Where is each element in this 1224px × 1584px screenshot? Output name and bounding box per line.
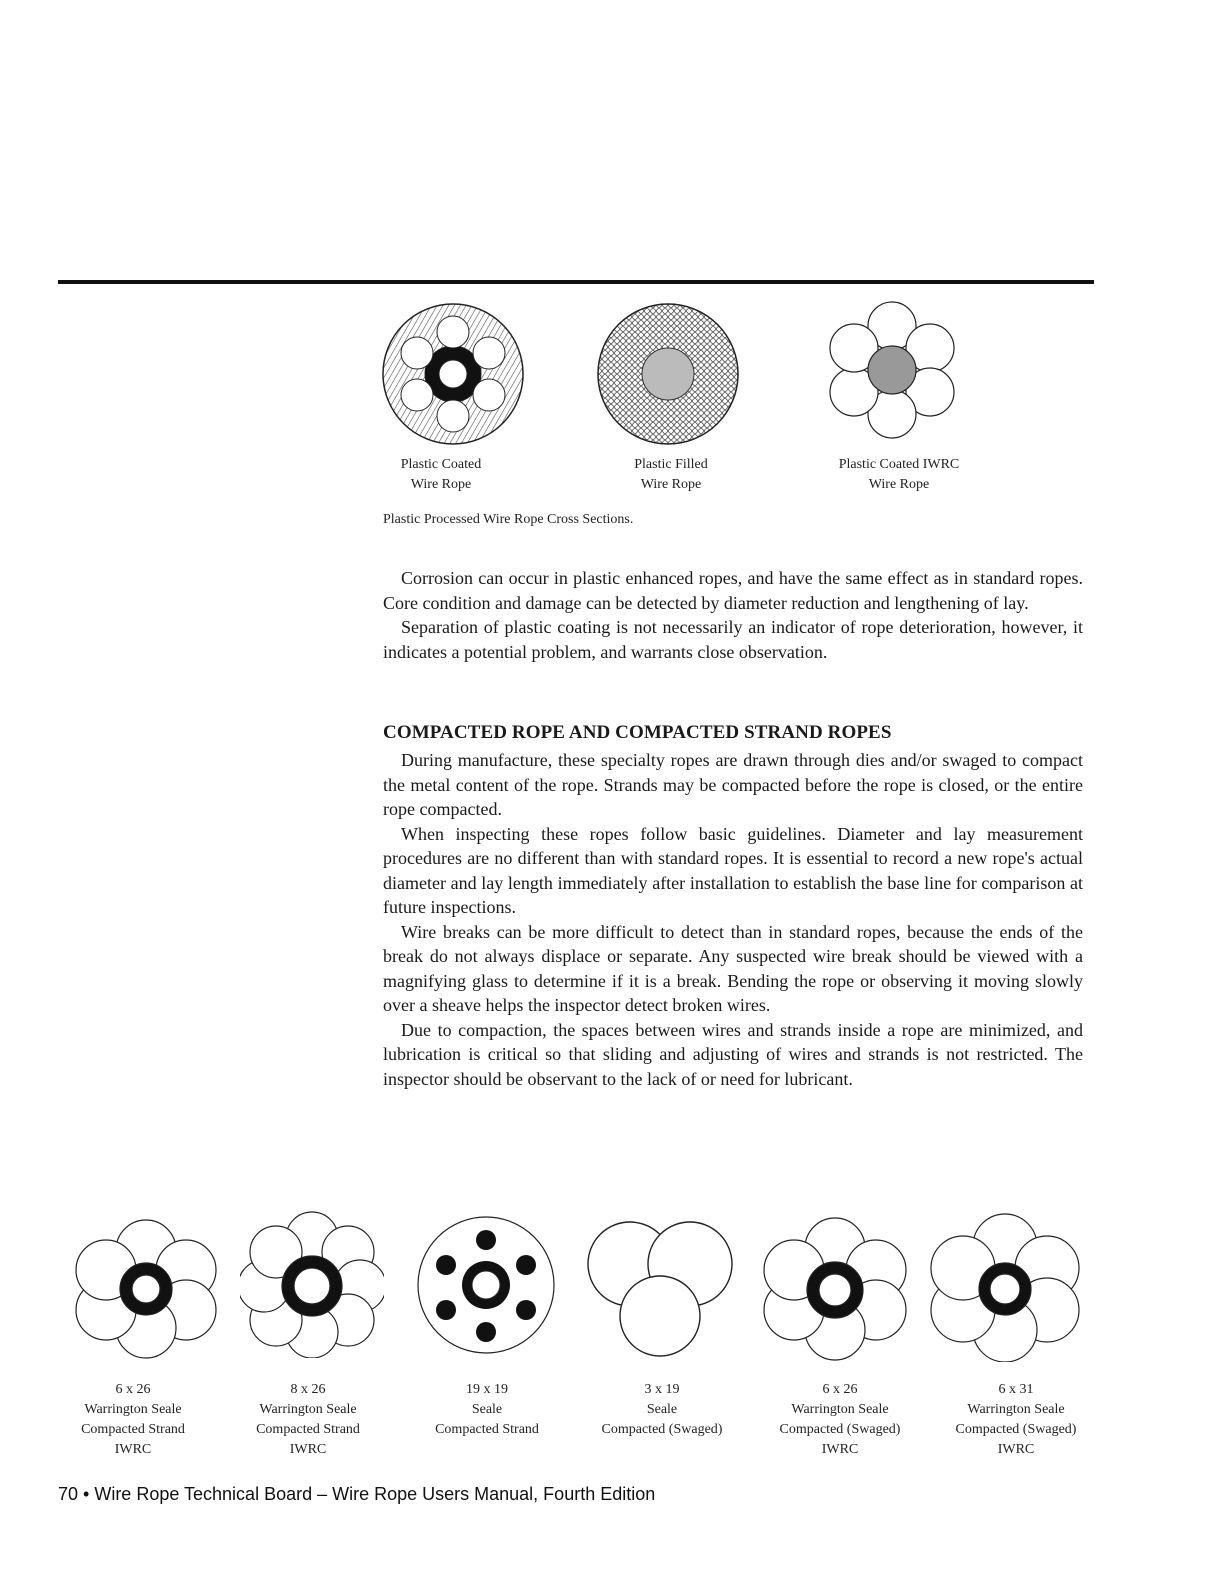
caption-line: Seale bbox=[471, 1402, 503, 1417]
caption-line: Compacted Strand bbox=[435, 1422, 539, 1437]
caption-line: Wire Rope bbox=[410, 477, 472, 492]
rope-6x31-compacted-swaged-figure bbox=[930, 1212, 1080, 1362]
caption-line: Plastic Coated bbox=[400, 457, 482, 472]
intro-text bbox=[383, 566, 1083, 664]
caption-line: 3 x 19 bbox=[644, 1382, 680, 1397]
caption-line: Wire Rope bbox=[868, 477, 930, 492]
caption-line: 8 x 26 bbox=[290, 1382, 326, 1397]
paragraph: During manufacture, these specialty ropes are drawn through dies and/or swaged to compact the metal content of the rope. Strands may be compacted before the rope is closed, or the entire rope compacted. bbox=[383, 750, 1083, 819]
figure-caption bbox=[582, 1380, 742, 1440]
plastic-coated-iwrc-rope-figure bbox=[822, 298, 962, 442]
caption-line: Compacted (Swaged) bbox=[601, 1422, 723, 1437]
caption-line: Plastic Coated IWRC bbox=[838, 457, 960, 472]
section-heading: COMPACTED ROPE AND COMPACTED STRAND ROPES bbox=[383, 722, 892, 743]
caption-line: IWRC bbox=[997, 1442, 1035, 1457]
caption-line: IWRC bbox=[114, 1442, 152, 1457]
rope-8x26-compacted-strand-figure bbox=[240, 1210, 384, 1358]
rope-6x26-compacted-strand-figure bbox=[74, 1214, 218, 1362]
figure-caption bbox=[760, 1380, 920, 1460]
caption-line: Seale bbox=[646, 1402, 678, 1417]
caption-line: IWRC bbox=[821, 1442, 859, 1457]
figure-caption bbox=[376, 455, 506, 495]
caption-line: Plastic Filled bbox=[634, 457, 708, 472]
rope-3x19-compacted-swaged-figure bbox=[585, 1216, 735, 1358]
figure-caption bbox=[606, 455, 736, 495]
rope-6x26-compacted-swaged-figure bbox=[760, 1214, 910, 1362]
caption-line: Warrington Seale bbox=[967, 1402, 1065, 1417]
caption-line: Warrington Seale bbox=[259, 1402, 357, 1417]
caption-line: 19 x 19 bbox=[466, 1382, 508, 1397]
plastic-coated-rope-figure bbox=[381, 302, 525, 446]
figure-caption bbox=[58, 1380, 208, 1460]
caption-line: Compacted Strand bbox=[81, 1422, 185, 1437]
figure-caption bbox=[811, 455, 987, 495]
paragraph: Corrosion can occur in plastic enhanced ropes, and have the same effect as in standard ropes. Core condition and damage can be detected by diameter reduction and lengthening of lay. bbox=[383, 568, 1083, 613]
caption-line: 6 x 26 bbox=[115, 1382, 151, 1397]
caption-line: Compacted (Swaged) bbox=[779, 1422, 901, 1437]
page-footer: 70 • Wire Rope Technical Board – Wire Rope Users Manual, Fourth Edition bbox=[58, 1484, 656, 1504]
paragraph: Separation of plastic coating is not necessarily an indicator of rope deterioration, however, it indicates a potential problem, and warrants close observation. bbox=[383, 617, 1083, 662]
section-text bbox=[383, 748, 1083, 1091]
caption-line: 6 x 26 bbox=[822, 1382, 858, 1397]
caption-line: Compacted (Swaged) bbox=[955, 1422, 1077, 1437]
caption-line: Wire Rope bbox=[640, 477, 702, 492]
rope-19x19-compacted-strand-figure bbox=[414, 1210, 558, 1360]
paragraph: When inspecting these ropes follow basic guidelines. Diameter and lay measurement procedures are no different than with standard ropes. It is essential to record a new rope's actual diameter and lay length immediately after installation to establish the base line for comparison at future inspections. bbox=[383, 823, 1083, 917]
caption-line: Compacted Strand bbox=[256, 1422, 360, 1437]
figure-title: Plastic Processed Wire Rope Cross Sections. bbox=[383, 512, 634, 527]
figure-caption bbox=[412, 1380, 562, 1440]
caption-line: Warrington Seale bbox=[791, 1402, 889, 1417]
caption-line: 6 x 31 bbox=[998, 1382, 1034, 1397]
caption-line: IWRC bbox=[289, 1442, 327, 1457]
figure-caption bbox=[233, 1380, 383, 1460]
header-rule bbox=[58, 280, 1094, 284]
caption-line: Warrington Seale bbox=[84, 1402, 182, 1417]
paragraph: Due to compaction, the spaces between wires and strands inside a rope are minimized, and lubrication is critical so that sliding and adjusting of wires and strands is not restricted. The inspector should be observant to the lack of or need for lubricant. bbox=[383, 1019, 1083, 1089]
paragraph: Wire breaks can be more difficult to detect than in standard ropes, because the ends of the break do not always displace or separate. Any suspected wire break should be viewed with a magnifying glass to determine if it is a break. Bending the rope or observing it moving slowly over a sheave helps the inspector detect broken wires. bbox=[383, 921, 1083, 1015]
plastic-filled-rope-figure bbox=[596, 302, 740, 446]
figure-caption bbox=[936, 1380, 1096, 1460]
